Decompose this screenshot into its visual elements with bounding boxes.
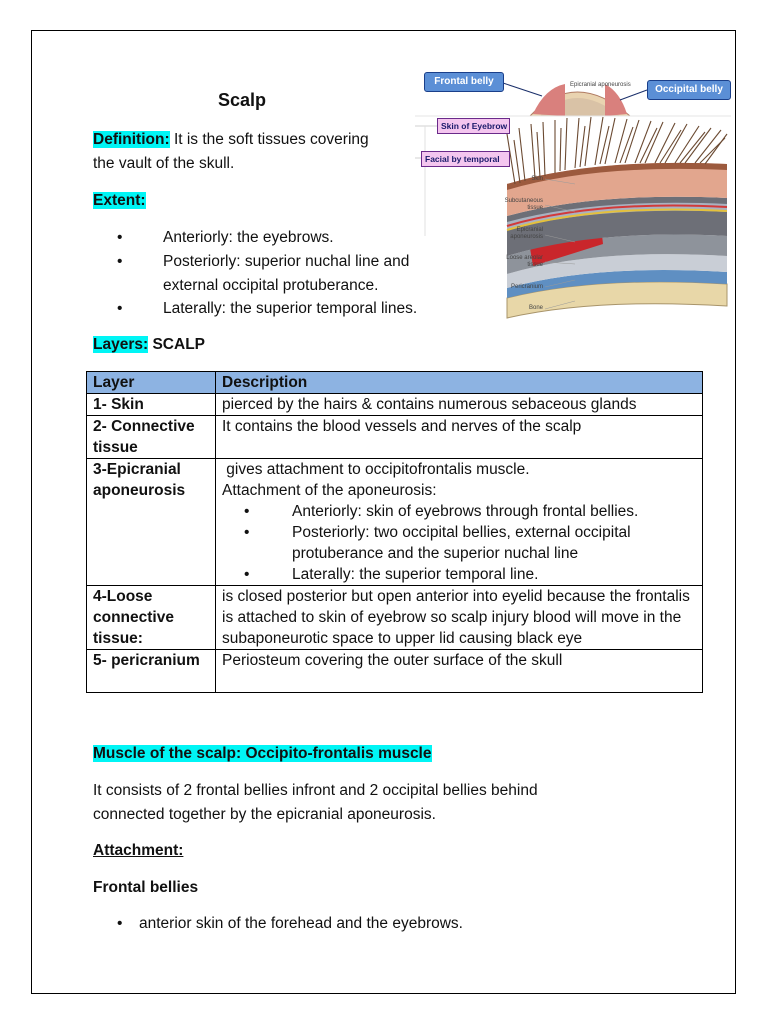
bullet-icon: •: [244, 524, 250, 541]
layer-cell: 1- Skin: [87, 394, 216, 416]
muscle-heading: Muscle of the scalp: Occipito-frontalis muscle: [93, 745, 432, 762]
facial-by-temporal-label: Facial by temporal: [421, 151, 510, 167]
list-item: • Anteriorly: skin of eyebrows through frontal bellies.: [244, 503, 639, 520]
aponeurosis-attachment-label: Attachment of the aponeurosis:: [222, 482, 437, 499]
bullet-icon: •: [117, 915, 123, 932]
header-layer: Layer: [87, 372, 216, 394]
layer-cell: 3-Epicranial aponeurosis: [87, 459, 216, 586]
epicranial-aponeurosis-label: Epicranial aponeurosis: [570, 82, 631, 88]
table-row: [87, 394, 703, 416]
bullet-icon: •: [117, 300, 123, 317]
frontal-bellies-heading: Frontal bellies: [93, 879, 199, 896]
layers-label: Layers:: [93, 336, 149, 353]
table-row: [87, 416, 703, 459]
layer-label-pericranium: Pericranium: [510, 284, 543, 290]
extent-label: Extent:: [93, 192, 146, 209]
layer-cell: 5- pericranium: [87, 650, 216, 693]
definition-text-1: It is the soft tissues covering: [173, 131, 369, 148]
aponeurosis-desc: gives attachment to occipitofrontalis muscle.: [222, 461, 530, 478]
scalp-layers-figure: [415, 66, 731, 320]
bullet-icon: •: [244, 503, 250, 520]
description-cell: pierced by the hairs & contains numerous sebaceous glands: [216, 394, 703, 416]
aponeurosis-attachment-list: [222, 501, 696, 585]
layer-cell: 4-Loose connective tissue:: [87, 586, 216, 650]
definition-label: Definition:: [93, 131, 170, 148]
layers-acronym: SCALP: [152, 336, 206, 353]
layer-label-subcutaneous: Subcutaneous tissue: [504, 198, 543, 211]
scalp-layers-illustration: [415, 66, 731, 320]
page-title: Scalp: [218, 90, 267, 110]
layer-label-bone: Bone: [528, 305, 543, 311]
skin-of-eyebrow-label: Skin of Eyebrow: [437, 118, 510, 134]
table-header-row: [87, 372, 703, 394]
attachment-heading: Attachment:: [93, 842, 184, 859]
table-row: [87, 586, 703, 650]
table-row: [87, 459, 703, 586]
muscle-paragraph: It consists of 2 frontal bellies infront and 2 occipital bellies behind connected together by the epicranial aponeurosis.: [93, 782, 538, 823]
bullet-icon: •: [244, 566, 250, 583]
header-description: Description: [216, 372, 703, 394]
frontal-belly-label: Frontal belly: [424, 72, 504, 92]
description-cell: It contains the blood vessels and nerves of the scalp: [216, 416, 703, 459]
layer-label-loose-areolar: Loose areolar tissue: [506, 255, 543, 268]
list-item: • Laterally: the superior temporal line.: [244, 566, 539, 583]
definition-text-2: the vault of the skull.: [93, 155, 235, 172]
extent-heading: [93, 189, 146, 213]
description-cell: is closed posterior but open anterior into eyelid because the frontalis is attached to skin of eyebrow so scalp injury blood will move in the subaponeurotic space to upper lid causing black eye: [216, 586, 703, 650]
layer-cell: 2- Connective tissue: [87, 416, 216, 459]
frontal-bellies-bullet: • anterior skin of the forehead and the eyebrows.: [117, 912, 463, 936]
layer-label-skin: Skin: [531, 176, 543, 182]
layer-label-epicranial: Epicranial aponeurosis: [510, 227, 543, 240]
description-cell: [216, 459, 703, 586]
definition-paragraph: [93, 128, 423, 176]
table-row: [87, 650, 703, 693]
list-item: • Posteriorly: two occipital bellies, external occipital protuberance and the superior nuchal line: [244, 524, 631, 562]
layers-table: [86, 371, 703, 693]
bullet-icon: •: [117, 253, 123, 270]
bullet-icon: •: [117, 229, 123, 246]
description-cell: Periosteum covering the outer surface of the skull: [216, 650, 703, 693]
layers-heading: [93, 333, 205, 357]
occipital-belly-label: Occipital belly: [647, 80, 731, 100]
